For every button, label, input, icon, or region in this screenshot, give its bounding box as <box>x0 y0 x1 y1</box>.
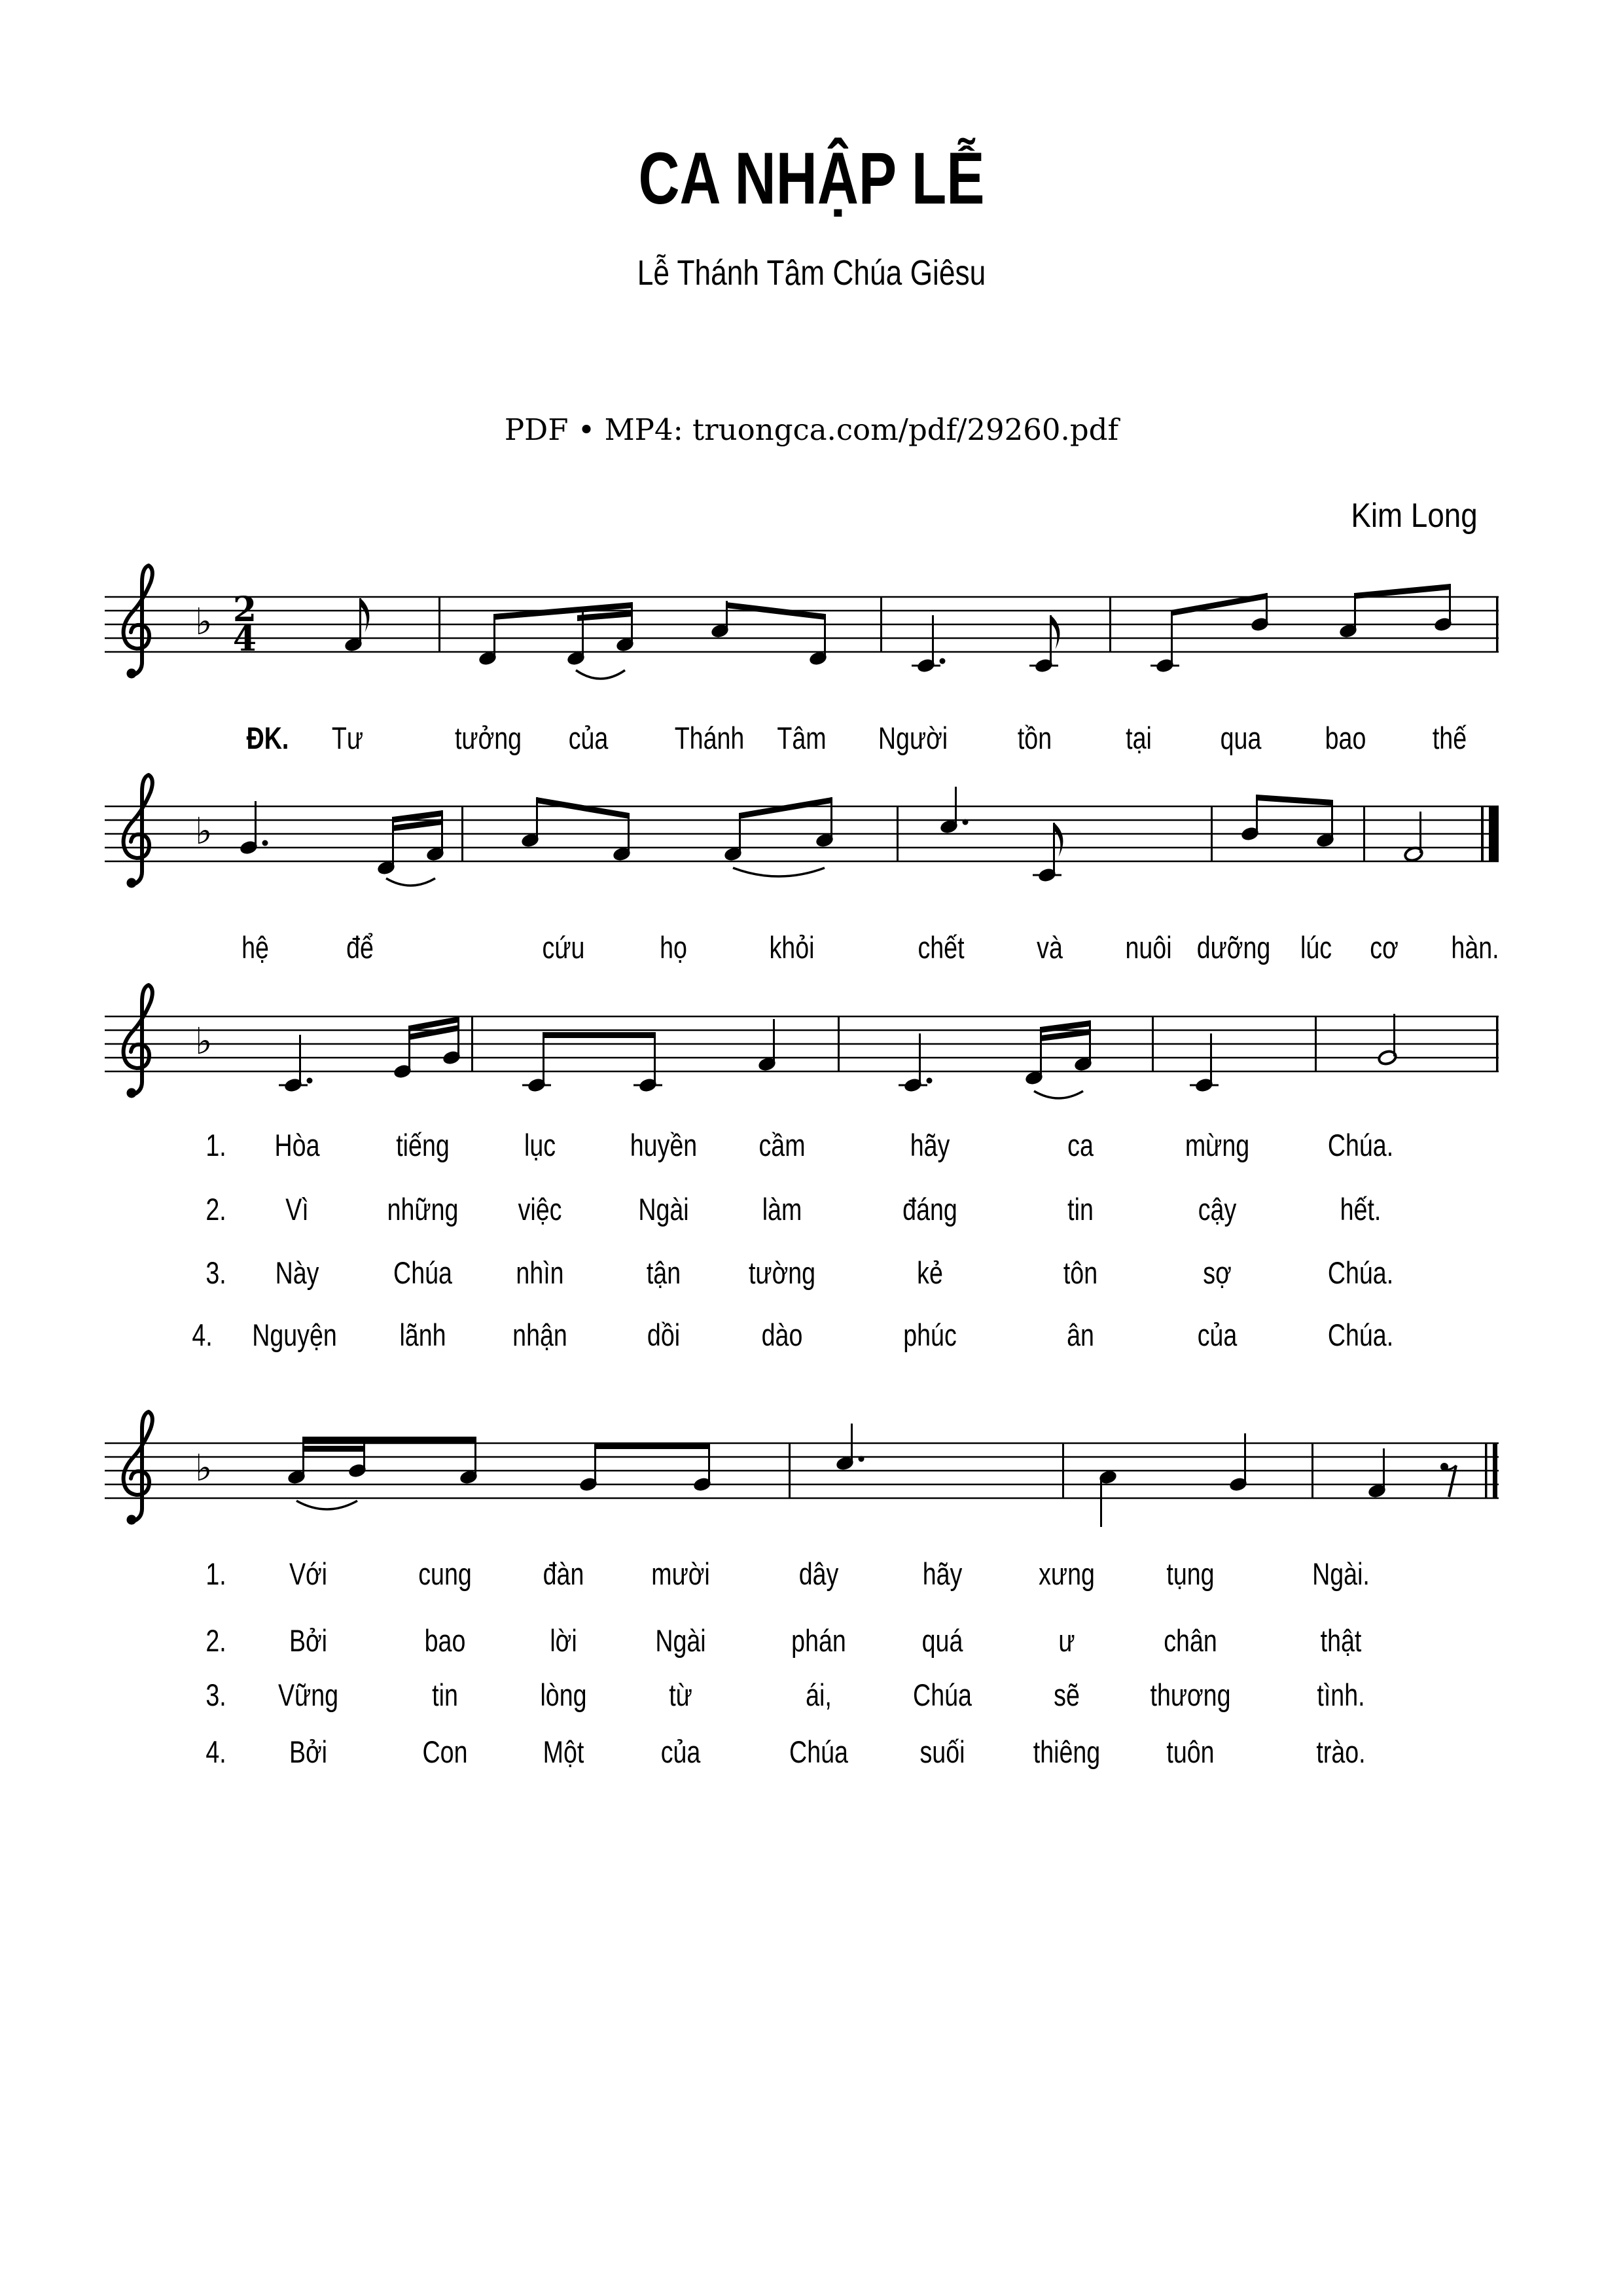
lyric-word: Ngài <box>638 1192 689 1227</box>
lyric-word: từ <box>668 1677 692 1712</box>
lyric-word: 1. <box>205 1128 227 1162</box>
lyric-word: lòng <box>540 1677 587 1712</box>
lyric-word: ái, <box>805 1677 832 1712</box>
treble-clef-icon <box>124 1412 152 1525</box>
flat-key-signature: ♭ <box>195 601 213 643</box>
lyric-word: ư <box>1058 1623 1075 1658</box>
lyric-word: lãnh <box>399 1318 446 1352</box>
lyric-word: dưỡng <box>1197 930 1271 965</box>
note <box>1190 1033 1219 1094</box>
lyric-word: việc <box>518 1192 562 1227</box>
note <box>615 602 635 653</box>
lyric-word: lục <box>524 1128 556 1162</box>
lyric-word: Một <box>543 1734 584 1769</box>
lyric-line-10 <box>105 1732 1499 1772</box>
lyric-word: tưởng <box>454 721 522 755</box>
lyric-word: tin <box>431 1677 458 1712</box>
lyric-word: cứu <box>542 930 585 965</box>
note <box>579 1443 598 1493</box>
lyric-word: Bởi <box>289 1734 328 1769</box>
lyric-word: tin <box>1067 1192 1094 1227</box>
lyric-word: Thánh <box>675 721 745 755</box>
note <box>710 601 730 639</box>
lyric-line-7 <box>105 1554 1499 1594</box>
lyric-line-8 <box>105 1621 1499 1660</box>
lyric-word: Vững <box>277 1677 339 1712</box>
note <box>522 1032 551 1094</box>
lyric-line-9 <box>105 1676 1499 1715</box>
lyric-word: cung <box>418 1556 472 1591</box>
lyric-word: 2. <box>205 1192 227 1227</box>
lyric-word: lúc <box>1300 930 1332 965</box>
lyric-word: 4. <box>205 1734 227 1769</box>
lyric-line-2 <box>105 928 1499 967</box>
lyric-word: Chúa. <box>1327 1255 1394 1290</box>
notes <box>239 787 1423 884</box>
lyric-word: tụng <box>1166 1556 1215 1591</box>
lyric-word: qua <box>1220 721 1262 755</box>
lyric-word: lời <box>550 1623 577 1658</box>
flat-key-signature: ♭ <box>195 1020 213 1063</box>
note <box>376 817 396 876</box>
lyric-word: ân <box>1067 1318 1094 1352</box>
eighth-flag <box>1054 823 1063 857</box>
treble-clef-icon <box>124 775 152 888</box>
staff-4 <box>105 1397 1499 1568</box>
lyric-word: hết. <box>1340 1192 1382 1227</box>
lyric-line-4 <box>105 1190 1499 1229</box>
page-subtitle: Lễ Thánh Tâm Chúa Giêsu <box>637 253 986 293</box>
lyric-word: thế <box>1433 721 1467 755</box>
lyric-word: bao <box>424 1623 466 1658</box>
lyric-word: tôn <box>1063 1255 1098 1290</box>
note <box>692 1443 712 1493</box>
note <box>633 1032 662 1094</box>
lyric-word: 3. <box>205 1677 227 1712</box>
lyric-word: cậy <box>1198 1192 1236 1227</box>
lyric-word: Tư <box>331 721 363 755</box>
staff-lines <box>105 1016 1499 1071</box>
treble-clef-icon <box>124 985 152 1098</box>
lyric-word: Chúa. <box>1327 1318 1394 1352</box>
lyric-word: Tâm <box>777 721 827 755</box>
note <box>835 1424 865 1472</box>
note <box>1033 823 1063 884</box>
note-beams <box>393 795 1332 831</box>
lyric-word: trào. <box>1316 1734 1366 1769</box>
svg-text:4: 4 <box>232 619 257 659</box>
note <box>1024 1027 1044 1086</box>
staff-1 <box>105 551 1499 721</box>
lyric-word: quá <box>921 1623 963 1658</box>
lyric-word: Ngài. <box>1312 1556 1370 1591</box>
lyric-word: Với <box>289 1556 328 1591</box>
lyric-line-1 <box>105 719 1499 758</box>
lyric-word: tuôn <box>1166 1734 1215 1769</box>
lyric-word: phán <box>791 1623 846 1658</box>
lyric-word: Bởi <box>289 1623 328 1658</box>
staff-2 <box>105 761 1499 931</box>
lyric-word: hãy <box>910 1128 950 1162</box>
lyric-word: dào <box>761 1318 803 1352</box>
lyric-word: 1. <box>205 1556 227 1591</box>
note <box>1367 1448 1387 1499</box>
lyric-line-5 <box>105 1253 1499 1293</box>
lyric-line-3 <box>105 1126 1499 1165</box>
note-beams <box>409 1016 1090 1041</box>
staff-3 <box>105 971 1499 1141</box>
lyric-word: kẻ <box>917 1255 943 1290</box>
lyric-word: Hòa <box>274 1128 320 1162</box>
lyric-word: tường <box>749 1255 816 1290</box>
note <box>478 614 497 667</box>
lyric-word: của <box>660 1734 700 1769</box>
composer-name: Kim Long <box>1351 497 1478 535</box>
lyric-word: thật <box>1320 1623 1362 1658</box>
lyric-word: đáng <box>902 1192 957 1227</box>
lyric-word: hãy <box>922 1556 963 1591</box>
eighth-rest <box>1440 1463 1456 1497</box>
lyric-word: suối <box>919 1734 965 1769</box>
lyric-word: Này <box>275 1255 319 1290</box>
lyric-word: Vì <box>285 1192 309 1227</box>
lyric-word: sẽ <box>1053 1677 1080 1712</box>
note <box>939 787 969 835</box>
lyric-word: ĐK. <box>246 721 289 755</box>
note <box>1228 1433 1248 1493</box>
lyric-word: nhận <box>512 1318 567 1352</box>
lyric-word: và <box>1037 930 1063 965</box>
slurs <box>576 670 625 679</box>
lyric-word: thiêng <box>1033 1734 1100 1769</box>
lyric-word: dồi <box>647 1318 681 1352</box>
note <box>899 1033 933 1094</box>
svg-text:2: 2 <box>232 590 257 630</box>
staff-lines <box>105 597 1499 652</box>
pdf-link-text: PDF • MP4: truongca.com/pdf/29260.pdf <box>504 412 1119 447</box>
lyric-word: tồn <box>1017 721 1052 755</box>
lyric-word: của <box>1197 1318 1238 1352</box>
eighth-flag <box>361 598 370 632</box>
note <box>1150 610 1179 674</box>
lyric-word: Ngài <box>655 1623 706 1658</box>
lyric-word: khỏi <box>769 930 815 965</box>
lyric-word: cầm <box>758 1128 806 1162</box>
lyric-word: để <box>346 930 374 965</box>
lyric-word: tình. <box>1317 1677 1365 1712</box>
lyric-word: Chúa <box>913 1677 972 1712</box>
lyric-word: ca <box>1067 1128 1094 1162</box>
lyric-word: dây <box>798 1556 838 1591</box>
flat-key-signature: ♭ <box>195 810 213 853</box>
note <box>808 614 828 667</box>
lyric-word: của <box>568 721 609 755</box>
eighth-flag <box>1051 615 1060 649</box>
flat-key-signature: ♭ <box>195 1447 213 1490</box>
lyric-word: 3. <box>205 1255 227 1290</box>
note <box>520 797 540 849</box>
note <box>1338 593 1358 639</box>
lyric-word: xưng <box>1038 1556 1095 1591</box>
lyric-word: hệ <box>241 930 269 965</box>
lyric-word: nhìn <box>515 1255 564 1290</box>
lyric-word: mười <box>651 1556 710 1591</box>
slurs <box>386 868 825 886</box>
lyric-word: những <box>387 1192 459 1227</box>
lyric-word: Chúa. <box>1327 1128 1394 1162</box>
lyric-word: tại <box>1126 721 1152 755</box>
note <box>344 598 370 653</box>
time-signature <box>233 590 257 659</box>
treble-clef-icon <box>124 565 152 679</box>
lyric-word: cơ <box>1370 930 1399 965</box>
note <box>757 1019 777 1073</box>
page-title: CA NHẬP LỄ <box>638 137 985 219</box>
lyric-word: phúc <box>903 1318 957 1352</box>
lyric-word: Chúa <box>393 1255 452 1290</box>
note <box>1240 795 1260 842</box>
lyric-word: họ <box>660 930 687 965</box>
lyric-word: tận <box>646 1255 681 1290</box>
lyric-word: huyền <box>630 1128 698 1162</box>
lyric-word: hàn. <box>1451 930 1499 965</box>
lyric-word: làm <box>762 1192 802 1227</box>
lyric-word: Chúa <box>789 1734 848 1769</box>
note <box>425 810 445 863</box>
lyric-word: Người <box>878 721 948 755</box>
lyric-line-6 <box>105 1316 1499 1355</box>
lyric-word: 2. <box>205 1623 227 1658</box>
lyric-word: chân <box>1164 1623 1218 1658</box>
lyric-word: thương <box>1150 1677 1231 1712</box>
lyric-word: bao <box>1325 721 1366 755</box>
lyric-word: Nguyện <box>251 1318 337 1352</box>
note <box>566 607 586 667</box>
slurs <box>1034 1091 1083 1098</box>
lyric-word: mừng <box>1185 1128 1249 1162</box>
lyric-word: tiếng <box>395 1128 450 1162</box>
lyric-word: 4. <box>192 1318 213 1352</box>
note <box>1433 584 1453 633</box>
slurs <box>296 1501 357 1509</box>
lyric-word: đàn <box>543 1556 584 1591</box>
half-note <box>1378 1014 1397 1066</box>
note <box>1073 1020 1093 1073</box>
half-note <box>1404 812 1423 863</box>
lyric-word: Con <box>422 1734 468 1769</box>
lyric-word: sợ <box>1203 1255 1232 1290</box>
lyric-word: chết <box>918 930 965 965</box>
staff-lines <box>105 806 1499 861</box>
lyric-word: nuôi <box>1125 930 1172 965</box>
note <box>393 1026 412 1080</box>
note-beams <box>494 584 1450 621</box>
